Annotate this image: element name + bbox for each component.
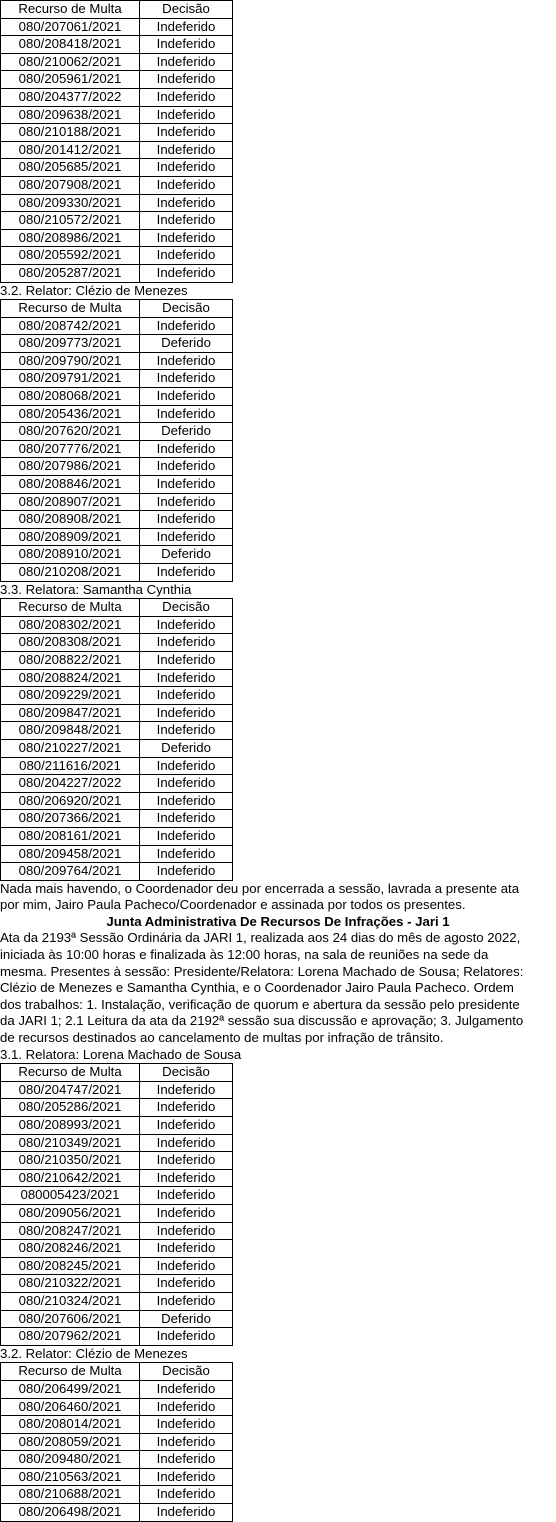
table-row <box>1 36 233 54</box>
recurso-number: 080/208068/2021 <box>1 388 140 406</box>
table-row <box>1 1380 233 1398</box>
table-row <box>1 317 233 335</box>
recurso-number: 080/210563/2021 <box>1 1468 140 1486</box>
decision-value: Indeferido <box>140 440 233 458</box>
decision-value: Deferido <box>140 1310 233 1328</box>
decision-value: Deferido <box>140 335 233 353</box>
decision-value: Indeferido <box>140 1222 233 1240</box>
decision-value: Indeferido <box>140 212 233 230</box>
recurso-number: 080/208059/2021 <box>1 1433 140 1451</box>
table-row <box>1 176 233 194</box>
table-header-row <box>1 1064 233 1082</box>
decision-value: Indeferido <box>140 370 233 388</box>
recurso-number: 080/210350/2021 <box>1 1152 140 1170</box>
decision-value: Indeferido <box>140 863 233 881</box>
paragraph-line: Nada mais havendo, o Coordenador deu por encerrada a sessão, lavrada a presente ata <box>0 880 520 896</box>
header-recurso: Recurso de Multa <box>1 300 140 318</box>
table-row <box>1 476 233 494</box>
recurso-number: 080/208418/2021 <box>1 36 140 54</box>
recurso-number: 080/208986/2021 <box>1 229 140 247</box>
recurso-number: 080/204227/2022 <box>1 775 140 793</box>
table-row <box>1 1134 233 1152</box>
decision-value: Indeferido <box>140 1187 233 1205</box>
decision-table <box>0 0 233 283</box>
recurso-number: 080/204377/2022 <box>1 88 140 106</box>
recurso-number: 080/205592/2021 <box>1 247 140 265</box>
decision-value: Deferido <box>140 423 233 441</box>
recurso-number: 080/207606/2021 <box>1 1310 140 1328</box>
recurso-number: 080/207986/2021 <box>1 458 140 476</box>
decision-value: Indeferido <box>140 1169 233 1187</box>
recurso-number: 080/210322/2021 <box>1 1275 140 1293</box>
table-row <box>1 1152 233 1170</box>
paragraph-line: de recursos destinados ao cancelamento de multas por infração de trânsito. <box>0 1030 444 1046</box>
recurso-number: 080/210188/2021 <box>1 124 140 142</box>
decision-value: Indeferido <box>140 1486 233 1504</box>
paragraph-line: iniciada às 10:00 horas e finalizada às 12:00 horas, na sala de reuniões na sede da <box>0 947 489 963</box>
recurso-number: 080/207776/2021 <box>1 440 140 458</box>
recurso-number: 080/206460/2021 <box>1 1398 140 1416</box>
recurso-number: 080/205961/2021 <box>1 71 140 89</box>
decision-value: Indeferido <box>140 704 233 722</box>
table-row <box>1 1117 233 1135</box>
table-row <box>1 1081 233 1099</box>
decision-value: Indeferido <box>140 405 233 423</box>
recurso-number: 080/209764/2021 <box>1 863 140 881</box>
table-row <box>1 352 233 370</box>
recurso-number: 080/209848/2021 <box>1 722 140 740</box>
table-row <box>1 405 233 423</box>
table-row <box>1 845 233 863</box>
decision-value: Indeferido <box>140 194 233 212</box>
table-row <box>1 528 233 546</box>
recurso-number: 080/208910/2021 <box>1 546 140 564</box>
paragraph-line: Ata da 2193ª Sessão Ordinária da JARI 1, realizada aos 24 dias do mês de agosto 2022, <box>0 930 521 946</box>
decision-value: Indeferido <box>140 722 233 740</box>
table-row <box>1 1099 233 1117</box>
recurso-number: 080/208247/2021 <box>1 1222 140 1240</box>
decision-value: Indeferido <box>140 1099 233 1117</box>
recurso-number: 080/207962/2021 <box>1 1328 140 1346</box>
table-row <box>1 564 233 582</box>
table-header-row <box>1 300 233 318</box>
decision-table <box>0 598 233 881</box>
section-title: Junta Administrativa De Recursos De Infrações - Jari 1 <box>106 913 450 929</box>
decision-value: Indeferido <box>140 634 233 652</box>
header-decisao: Decisão <box>140 1 233 19</box>
recurso-number: 080/208824/2021 <box>1 669 140 687</box>
recurso-number: 080/210349/2021 <box>1 1134 140 1152</box>
decision-value: Indeferido <box>140 827 233 845</box>
decision-value: Indeferido <box>140 792 233 810</box>
table-row <box>1 1433 233 1451</box>
table-row <box>1 247 233 265</box>
table-row <box>1 493 233 511</box>
decision-value: Indeferido <box>140 1152 233 1170</box>
table-row <box>1 1468 233 1486</box>
decision-value: Indeferido <box>140 564 233 582</box>
table-row <box>1 335 233 353</box>
table-row <box>1 1275 233 1293</box>
decision-value: Indeferido <box>140 247 233 265</box>
table-row <box>1 212 233 230</box>
decision-value: Indeferido <box>140 53 233 71</box>
table-row <box>1 1222 233 1240</box>
recurso-number: 080/204747/2021 <box>1 1081 140 1099</box>
decision-value: Indeferido <box>140 1504 233 1522</box>
decision-value: Indeferido <box>140 264 233 282</box>
recurso-number: 080/209330/2021 <box>1 194 140 212</box>
decision-value: Indeferido <box>140 1081 233 1099</box>
table-row <box>1 1169 233 1187</box>
table-row <box>1 1451 233 1469</box>
decision-value: Indeferido <box>140 1451 233 1469</box>
recurso-number: 080/208246/2021 <box>1 1240 140 1258</box>
section-heading: 3.3. Relatora: Samantha Cynthia <box>0 581 192 597</box>
table-row <box>1 1204 233 1222</box>
recurso-number: 080/208993/2021 <box>1 1117 140 1135</box>
recurso-number: 080/209791/2021 <box>1 370 140 388</box>
decision-value: Indeferido <box>140 1433 233 1451</box>
table-row <box>1 1328 233 1346</box>
recurso-number: 080/201412/2021 <box>1 141 140 159</box>
header-decisao: Decisão <box>140 1363 233 1381</box>
recurso-number: 080/208908/2021 <box>1 511 140 529</box>
table-row <box>1 810 233 828</box>
recurso-number: 080/205286/2021 <box>1 1099 140 1117</box>
table-row <box>1 440 233 458</box>
recurso-number: 080/208014/2021 <box>1 1416 140 1434</box>
table-row <box>1 863 233 881</box>
recurso-number: 080/208846/2021 <box>1 476 140 494</box>
recurso-number: 080/210572/2021 <box>1 212 140 230</box>
table-row <box>1 141 233 159</box>
decision-table <box>0 1362 233 1521</box>
decision-value: Indeferido <box>140 511 233 529</box>
decision-value: Indeferido <box>140 458 233 476</box>
decision-value: Indeferido <box>140 757 233 775</box>
header-decisao: Decisão <box>140 300 233 318</box>
recurso-number: 080/210688/2021 <box>1 1486 140 1504</box>
decision-value: Indeferido <box>140 1134 233 1152</box>
recurso-number: 080/207908/2021 <box>1 176 140 194</box>
table-row <box>1 1187 233 1205</box>
recurso-number: 080/209056/2021 <box>1 1204 140 1222</box>
decision-value: Indeferido <box>140 1257 233 1275</box>
header-decisao: Decisão <box>140 1064 233 1082</box>
decision-value: Indeferido <box>140 1240 233 1258</box>
section-heading: 3.2. Relator: Clézio de Menezes <box>0 282 188 298</box>
decision-value: Indeferido <box>140 651 233 669</box>
decision-value: Indeferido <box>140 18 233 36</box>
decision-table <box>0 1063 233 1346</box>
paragraph-line: dos trabalhos: 1. Instalação, verificação de quorum e abertura da sessão pelo presidente <box>0 996 520 1012</box>
header-recurso: Recurso de Multa <box>1 1 140 19</box>
decision-value: Indeferido <box>140 124 233 142</box>
decision-value: Indeferido <box>140 229 233 247</box>
table-row <box>1 827 233 845</box>
table-row <box>1 775 233 793</box>
decision-value: Indeferido <box>140 176 233 194</box>
recurso-number: 080/205436/2021 <box>1 405 140 423</box>
table-row <box>1 229 233 247</box>
table-row <box>1 53 233 71</box>
recurso-number: 080/210208/2021 <box>1 564 140 582</box>
table-row <box>1 792 233 810</box>
table-row <box>1 546 233 564</box>
paragraph-line: da JARI 1; 2.1 Leitura da ata da 2192ª sessão sua discussão e aprovação; 3. Julgamento <box>0 1013 524 1029</box>
decision-value: Indeferido <box>140 1380 233 1398</box>
table-row <box>1 124 233 142</box>
decision-value: Indeferido <box>140 1328 233 1346</box>
decision-value: Indeferido <box>140 476 233 494</box>
decision-value: Indeferido <box>140 1398 233 1416</box>
decision-value: Indeferido <box>140 1275 233 1293</box>
decision-value: Indeferido <box>140 493 233 511</box>
decision-value: Indeferido <box>140 1117 233 1135</box>
decision-value: Indeferido <box>140 88 233 106</box>
recurso-number: 080/209229/2021 <box>1 687 140 705</box>
recurso-number: 080/209458/2021 <box>1 845 140 863</box>
table-header-row <box>1 1 233 19</box>
decision-value: Indeferido <box>140 159 233 177</box>
table-row <box>1 1504 233 1522</box>
table-row <box>1 1257 233 1275</box>
recurso-number: 080/208302/2021 <box>1 616 140 634</box>
decision-value: Indeferido <box>140 106 233 124</box>
recurso-number: 080/210324/2021 <box>1 1292 140 1310</box>
recurso-number: 080/210227/2021 <box>1 739 140 757</box>
header-recurso: Recurso de Multa <box>1 1064 140 1082</box>
table-row <box>1 722 233 740</box>
table-row <box>1 370 233 388</box>
recurso-number: 080/208308/2021 <box>1 634 140 652</box>
table-row <box>1 1292 233 1310</box>
recurso-number: 080/208909/2021 <box>1 528 140 546</box>
table-row <box>1 88 233 106</box>
decision-value: Indeferido <box>140 36 233 54</box>
decision-value: Indeferido <box>140 317 233 335</box>
table-row <box>1 106 233 124</box>
table-header-row <box>1 1363 233 1381</box>
decision-value: Indeferido <box>140 71 233 89</box>
table-row <box>1 194 233 212</box>
recurso-number: 080/207366/2021 <box>1 810 140 828</box>
recurso-number: 080/209847/2021 <box>1 704 140 722</box>
recurso-number: 080005423/2021 <box>1 1187 140 1205</box>
header-recurso: Recurso de Multa <box>1 1363 140 1381</box>
decision-value: Indeferido <box>140 1416 233 1434</box>
recurso-number: 080/205287/2021 <box>1 264 140 282</box>
recurso-number: 080/206920/2021 <box>1 792 140 810</box>
table-row <box>1 1310 233 1328</box>
recurso-number: 080/206499/2021 <box>1 1380 140 1398</box>
decision-value: Indeferido <box>140 845 233 863</box>
recurso-number: 080/208822/2021 <box>1 651 140 669</box>
table-row <box>1 651 233 669</box>
paragraph-line: por mim, Jairo Paula Pacheco/Coordenador e assinada por todos os presentes. <box>0 897 466 913</box>
recurso-number: 080/210642/2021 <box>1 1169 140 1187</box>
table-row <box>1 687 233 705</box>
table-row <box>1 669 233 687</box>
recurso-number: 080/208742/2021 <box>1 317 140 335</box>
recurso-number: 080/205685/2021 <box>1 159 140 177</box>
decision-value: Indeferido <box>140 669 233 687</box>
table-row <box>1 616 233 634</box>
decision-value: Indeferido <box>140 352 233 370</box>
table-row <box>1 71 233 89</box>
recurso-number: 080/208907/2021 <box>1 493 140 511</box>
table-row <box>1 511 233 529</box>
decision-value: Indeferido <box>140 775 233 793</box>
decision-value: Deferido <box>140 739 233 757</box>
recurso-number: 080/210062/2021 <box>1 53 140 71</box>
section-heading: 3.1. Relatora: Lorena Machado de Sousa <box>0 1046 242 1062</box>
table-row <box>1 634 233 652</box>
header-decisao: Decisão <box>140 599 233 617</box>
decision-value: Deferido <box>140 546 233 564</box>
decision-table <box>0 299 233 582</box>
decision-value: Indeferido <box>140 616 233 634</box>
recurso-number: 080/207620/2021 <box>1 423 140 441</box>
table-row <box>1 423 233 441</box>
table-row <box>1 458 233 476</box>
paragraph-line: Clézio de Menezes e Samantha Cynthia, e o Coordenador Jairo Paula Pacheco. Ordem <box>0 980 514 996</box>
decision-value: Indeferido <box>140 687 233 705</box>
table-row <box>1 739 233 757</box>
decision-value: Indeferido <box>140 810 233 828</box>
recurso-number: 080/211616/2021 <box>1 757 140 775</box>
table-row <box>1 264 233 282</box>
decision-value: Indeferido <box>140 1468 233 1486</box>
decision-value: Indeferido <box>140 141 233 159</box>
header-recurso: Recurso de Multa <box>1 599 140 617</box>
decision-value: Indeferido <box>140 1292 233 1310</box>
recurso-number: 080/209638/2021 <box>1 106 140 124</box>
table-row <box>1 1398 233 1416</box>
table-row <box>1 18 233 36</box>
table-row <box>1 704 233 722</box>
table-row <box>1 159 233 177</box>
recurso-number: 080/206498/2021 <box>1 1504 140 1522</box>
recurso-number: 080/208245/2021 <box>1 1257 140 1275</box>
table-row <box>1 1486 233 1504</box>
table-header-row <box>1 599 233 617</box>
table-row <box>1 757 233 775</box>
table-row <box>1 1416 233 1434</box>
recurso-number: 080/207061/2021 <box>1 18 140 36</box>
decision-value: Indeferido <box>140 528 233 546</box>
table-row <box>1 1240 233 1258</box>
recurso-number: 080/209790/2021 <box>1 352 140 370</box>
table-row <box>1 388 233 406</box>
decision-value: Indeferido <box>140 1204 233 1222</box>
paragraph-line: mesma. Presentes à sessão: Presidente/Relatora: Lorena Machado de Sousa; Relatores: <box>0 963 524 979</box>
recurso-number: 080/209773/2021 <box>1 335 140 353</box>
recurso-number: 080/208161/2021 <box>1 827 140 845</box>
recurso-number: 080/209480/2021 <box>1 1451 140 1469</box>
decision-value: Indeferido <box>140 388 233 406</box>
section-heading: 3.2. Relator: Clézio de Menezes <box>0 1345 188 1361</box>
